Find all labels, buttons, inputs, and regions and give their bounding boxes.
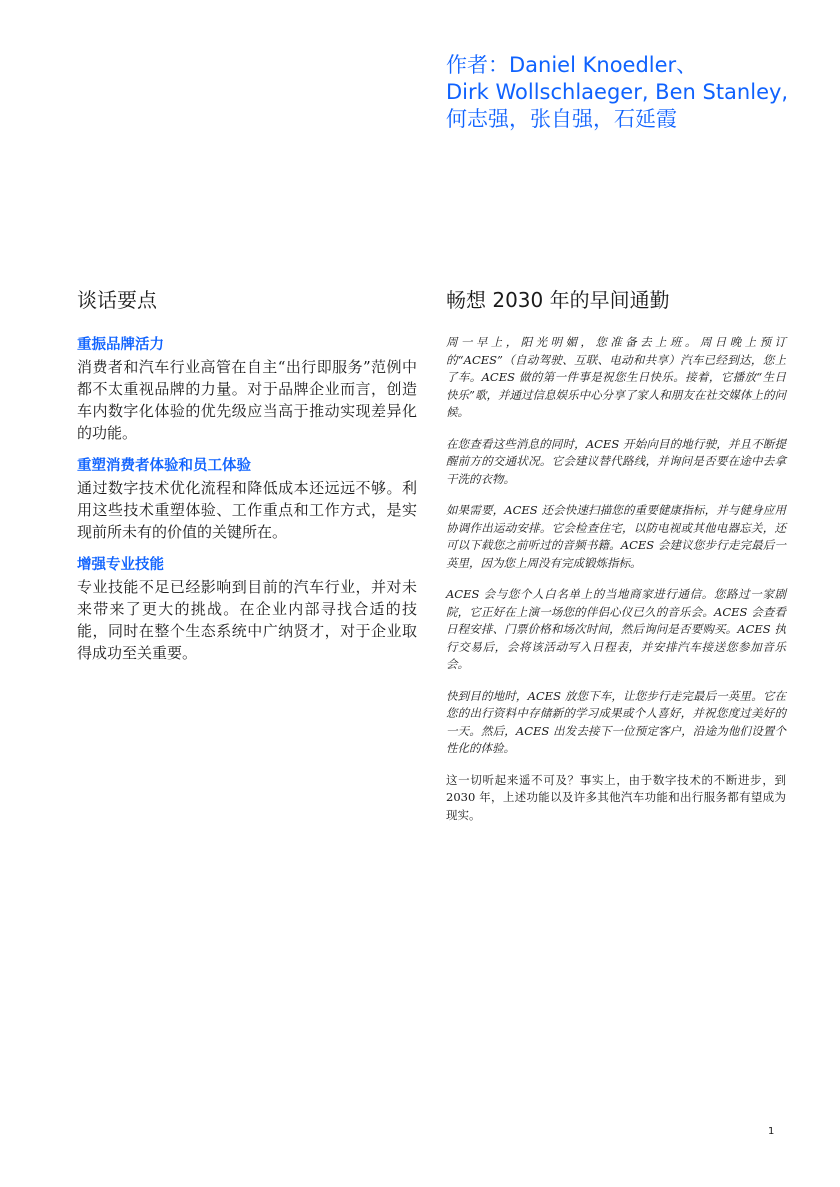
story-paragraph: 周一早上，阳光明媚，您准备去上班。周日晚上预订的“ACES”（自动驾驶、互联、电动和共享）汽车已经到达，您上了车。ACES 做的第一件事是祝您生日快乐。接着，它播放“生日快乐”歌，并通过信息娱乐中心分享了家人和朋友在社交媒体上的问候。	[446, 335, 786, 419]
page-number: 1	[768, 1126, 775, 1137]
key-point-body: 通过数字技术优化流程和降低成本还远远不够。利用这些技术重塑体验、工作重点和工作方式，是实现前所未有的价值的关键所在。	[77, 479, 417, 541]
commute-column	[446, 286, 786, 838]
key-point-heading: 增强专业技能	[77, 557, 164, 573]
story-paragraph: 如果需要，ACES 还会快速扫描您的重要健康指标，并与健身应用协调作出运动安排。它会检查住宅，以防电视或其他电器忘关，还可以下载您之前听过的音频书籍。ACES 会建议您步行走完最后一英里，因为您上周没有完成锻炼指标。	[446, 503, 786, 570]
author-line: 作者：Daniel Knoedler、	[446, 53, 698, 77]
key-points-column	[77, 286, 417, 675]
story-paragraph: 这一切听起来遥不可及？事实上，由于数字技术的不断进步，到 2030 年，上述功能以及许多其他汽车功能和出行服务都有望成为现实。	[446, 772, 786, 822]
key-point-heading: 重振品牌活力	[77, 337, 164, 353]
story-paragraph: ACES 会与您个人白名单上的当地商家进行通信。您路过一家剧院，它正好在上演一场您的伴侣心仪已久的音乐会。ACES 会查看日程安排、门票价格和场次时间，然后询问是否要购买。ACES 执行交易后，会将该活动写入日程表，并安排汽车接送您参加音乐会。	[446, 587, 786, 671]
story-paragraph: 快到目的地时，ACES 放您下车，让您步行走完最后一英里。它在您的出行资料中存储新的学习成果或个人喜好，并祝您度过美好的一天。然后，ACES 出发去接下一位预定客户，沿途为他们设置个性化的体验。	[446, 688, 786, 755]
commute-title: 畅想 2030 年的早间通勤	[446, 288, 670, 312]
author-line: Dirk Wollschlaeger, Ben Stanley,	[446, 80, 789, 104]
story-paragraph: 在您查看这些消息的同时，ACES 开始向目的地行驶，并且不断提醒前方的交通状况。它会建议替代路线，并询问是否要在途中去拿干洗的衣物。	[446, 436, 786, 486]
key-point-body: 消费者和汽车行业高管在自主“出行即服务”范例中都不太重视品牌的力量。对于品牌企业而言，创造车内数字化体验的优先级应当高于推动实现差异化的功能。	[77, 358, 417, 442]
author-line: 何志强，张自强，石延霞	[446, 107, 677, 131]
key-points-title: 谈话要点	[77, 288, 157, 312]
key-point-body: 专业技能不足已经影响到目前的汽车行业，并对未来带来了更大的挑战。在企业内部寻找合适的技能，同时在整个生态系统中广纳贤才，对于企业取得成功至关重要。	[77, 578, 417, 662]
key-point-heading: 重塑消费者体验和员工体验	[77, 458, 251, 474]
author-block	[446, 52, 826, 133]
